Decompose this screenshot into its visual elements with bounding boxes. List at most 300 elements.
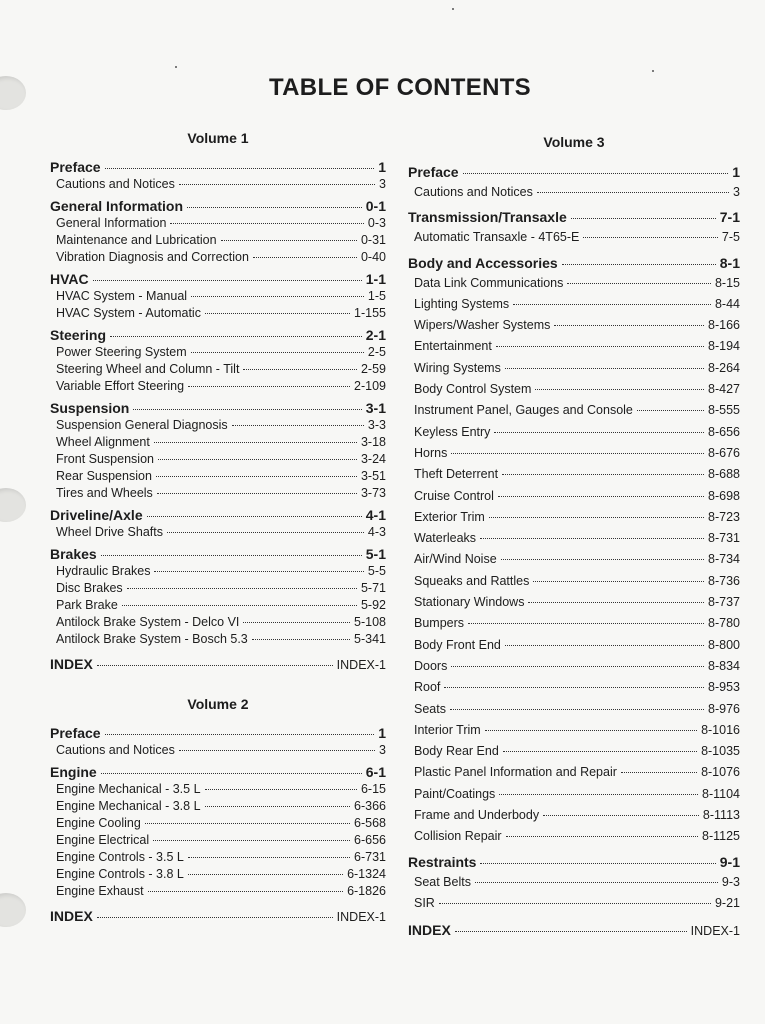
entry-page: 3-3 [367, 418, 386, 432]
entry-page: 8-734 [708, 552, 740, 567]
dot-leader [535, 389, 704, 390]
toc-entry[interactable] [408, 182, 740, 203]
section-heading[interactable] [50, 399, 386, 417]
dot-leader [167, 532, 364, 533]
entry-label: Cautions and Notices [414, 185, 533, 199]
toc-section [50, 270, 386, 322]
entry-label: Engine Cooling [56, 816, 141, 830]
toc-entry[interactable] [408, 528, 740, 549]
volume-gap [50, 674, 386, 696]
entry-page: 8-736 [708, 573, 740, 588]
entry-page: 6-15 [360, 782, 386, 796]
section-heading[interactable] [408, 207, 740, 227]
dot-leader [562, 264, 716, 265]
section-heading[interactable] [50, 724, 386, 742]
section-page: 0-1 [365, 198, 386, 214]
dot-leader [205, 313, 350, 314]
section-list [50, 158, 386, 648]
dot-leader [188, 874, 343, 875]
entry-list [50, 344, 386, 395]
toc-entry[interactable] [50, 434, 386, 451]
toc-entry[interactable] [50, 866, 386, 883]
dot-leader [122, 605, 357, 606]
section-page: 6-1 [365, 764, 386, 780]
section-page: 8-1 [719, 254, 740, 271]
entry-label: Wipers/Washer Systems [414, 318, 551, 333]
dot-leader [451, 453, 704, 454]
toc-entry[interactable] [50, 597, 386, 614]
toc-section [50, 724, 386, 759]
dot-leader [205, 789, 357, 790]
dot-leader [97, 917, 333, 918]
section-title: Brakes [50, 546, 97, 562]
toc-entry[interactable] [50, 215, 386, 232]
entry-page: 6-656 [354, 833, 386, 847]
toc-entry[interactable] [408, 656, 740, 677]
dot-leader [537, 192, 729, 193]
dot-leader [97, 665, 333, 666]
toc-section [408, 162, 740, 203]
dot-leader [147, 516, 362, 517]
entry-page: 4-3 [367, 525, 386, 539]
dot-leader [554, 325, 704, 326]
index-line[interactable] [50, 656, 386, 674]
section-heading[interactable] [50, 506, 386, 524]
entry-label: Antilock Brake System - Bosch 5.3 [56, 632, 248, 646]
entry-page: 3 [733, 185, 740, 199]
dot-leader [93, 280, 362, 281]
entry-label: Exterior Trim [414, 509, 485, 524]
toc-entry[interactable] [50, 361, 386, 378]
entry-page: 8-555 [708, 403, 740, 418]
entry-page: 1-5 [367, 289, 386, 303]
entry-page: 8-834 [708, 658, 740, 673]
entry-list [408, 227, 740, 248]
toc-entry[interactable] [50, 631, 386, 648]
toc-entry[interactable] [408, 315, 740, 336]
section-heading[interactable] [50, 326, 386, 344]
entry-page: 3 [379, 177, 386, 191]
toc-entry[interactable] [50, 468, 386, 485]
entry-label: Cruise Control [414, 488, 494, 503]
entry-label: Interior Trim [414, 722, 481, 737]
entry-label: Waterleaks [414, 531, 477, 546]
entry-label: Air/Wind Noise [414, 552, 497, 567]
entry-page: 8-1104 [702, 786, 740, 801]
toc-entry[interactable] [50, 883, 386, 900]
dot-leader [489, 517, 704, 518]
toc-entry[interactable] [50, 781, 386, 798]
entry-page: 8-723 [708, 509, 740, 524]
entry-label: Wheel Drive Shafts [56, 525, 163, 539]
entry-label: Suspension General Diagnosis [56, 418, 228, 432]
toc-entry[interactable] [408, 336, 740, 357]
toc-entry[interactable] [50, 849, 386, 866]
entry-page: 6-731 [354, 850, 386, 864]
entry-label: Plastic Panel Information and Repair [414, 765, 617, 780]
entry-label: Engine Mechanical - 3.5 L [56, 782, 201, 796]
toc-entry[interactable] [50, 232, 386, 249]
dot-leader [499, 794, 698, 795]
dot-leader [468, 623, 704, 624]
dot-leader [502, 474, 704, 475]
toc-entry[interactable] [408, 507, 740, 528]
section-heading[interactable] [50, 158, 386, 176]
entry-page: 8-1113 [702, 808, 740, 823]
toc-entry[interactable] [408, 486, 740, 507]
entry-label: HVAC System - Manual [56, 289, 188, 303]
dot-leader [157, 493, 357, 494]
toc-entry[interactable] [50, 344, 386, 361]
section-page: 7-1 [719, 209, 740, 226]
dot-leader [145, 823, 350, 824]
toc-entry[interactable] [50, 417, 386, 434]
right-column [408, 134, 740, 940]
dot-leader [148, 891, 344, 892]
dot-leader [105, 734, 375, 735]
entry-label: Disc Brakes [56, 581, 123, 595]
toc-entry[interactable] [408, 592, 740, 613]
toc-entry[interactable] [50, 485, 386, 502]
dot-leader [243, 369, 357, 370]
toc-section [50, 197, 386, 266]
toc-entry[interactable] [408, 422, 740, 443]
entry-label: Keyless Entry [414, 424, 491, 439]
entry-label: Front Suspension [56, 452, 154, 466]
entry-page: 8-194 [708, 339, 740, 354]
index-page: INDEX-1 [690, 924, 740, 939]
toc-section [50, 545, 386, 648]
toc-entry[interactable] [408, 762, 740, 783]
entry-page: 2-109 [354, 379, 386, 393]
index-line[interactable] [408, 922, 740, 940]
dot-leader [191, 352, 364, 353]
dot-leader [480, 538, 704, 539]
entry-label: Engine Electrical [56, 833, 150, 847]
dot-leader [450, 709, 704, 710]
toc-entry[interactable] [408, 294, 740, 315]
index-label: INDEX [50, 656, 93, 672]
entry-label: Data Link Communications [414, 275, 564, 290]
section-heading[interactable] [408, 852, 740, 872]
entry-label: Body Rear End [414, 744, 499, 759]
entry-label: Hydraulic Brakes [56, 564, 151, 578]
entry-label: Cautions and Notices [56, 743, 175, 757]
dot-leader [451, 666, 704, 667]
toc-section [50, 158, 386, 193]
toc-entry[interactable] [50, 742, 386, 759]
entry-page: 1-155 [354, 306, 386, 320]
entry-page: 6-1324 [347, 867, 386, 881]
entry-label: Horns [414, 445, 448, 460]
entry-page: 9-3 [721, 874, 740, 889]
volume-heading: Volume 2 [187, 696, 249, 712]
entry-page: 8-44 [714, 296, 740, 311]
section-title: Body and Accessories [408, 254, 558, 271]
toc-entry[interactable] [50, 798, 386, 815]
dot-leader [205, 806, 350, 807]
entry-list [50, 417, 386, 502]
toc-entry[interactable] [408, 720, 740, 741]
index-page: INDEX-1 [336, 910, 386, 924]
entry-label: Engine Exhaust [56, 884, 144, 898]
dot-leader [455, 931, 687, 932]
toc-entry[interactable] [408, 784, 740, 805]
toc-section [408, 852, 740, 915]
entry-page: 8-166 [708, 318, 740, 333]
entry-label: Roof [414, 680, 441, 695]
entry-label: Entertainment [414, 339, 492, 354]
entry-list [50, 215, 386, 266]
volume-block [50, 696, 386, 926]
dot-leader [533, 581, 704, 582]
entry-list [408, 182, 740, 203]
toc-entry[interactable] [408, 677, 740, 698]
dot-leader [179, 184, 375, 185]
toc-entry[interactable] [408, 227, 740, 248]
entry-label: Engine Controls - 3.8 L [56, 867, 184, 881]
entry-page: 3-18 [360, 435, 386, 449]
section-list [50, 724, 386, 900]
toc-entry[interactable] [50, 305, 386, 322]
dot-leader [475, 882, 718, 883]
dot-leader [133, 409, 361, 410]
scan-speck [175, 66, 177, 68]
entry-label: Engine Controls - 3.5 L [56, 850, 184, 864]
toc-entry[interactable] [408, 805, 740, 826]
entry-label: Instrument Panel, Gauges and Console [414, 403, 633, 418]
entry-label: Automatic Transaxle - 4T65-E [414, 230, 580, 245]
section-heading[interactable] [408, 253, 740, 273]
entry-page: 8-15 [714, 275, 740, 290]
toc-entry[interactable] [408, 400, 740, 421]
dot-leader [187, 207, 362, 208]
entry-label: Doors [414, 658, 448, 673]
toc-entry[interactable] [408, 358, 740, 379]
entry-list [408, 872, 740, 915]
section-title: Preface [408, 164, 459, 180]
toc-entry[interactable] [408, 699, 740, 720]
entry-label: Engine Mechanical - 3.8 L [56, 799, 201, 813]
toc-entry[interactable] [408, 635, 740, 656]
dot-leader [105, 168, 375, 169]
entry-page: 9-21 [714, 895, 740, 910]
left-column [50, 130, 386, 926]
dot-leader [543, 815, 699, 816]
entry-list [50, 563, 386, 648]
dot-leader [501, 559, 704, 560]
dot-leader [243, 622, 350, 623]
section-title: Transmission/Transaxle [408, 209, 567, 226]
page-title: TABLE OF CONTENTS [269, 74, 531, 101]
dot-leader [158, 459, 357, 460]
entry-list [50, 781, 386, 900]
dot-leader [188, 386, 350, 387]
section-heading[interactable] [50, 197, 386, 215]
entry-page: 8-780 [708, 616, 740, 631]
section-heading[interactable] [50, 763, 386, 781]
toc-entry[interactable] [50, 580, 386, 597]
toc-entry[interactable] [408, 464, 740, 485]
entry-label: Maintenance and Lubrication [56, 233, 217, 247]
dot-leader [101, 773, 362, 774]
toc-section [50, 506, 386, 541]
dot-leader [506, 836, 698, 837]
entry-page: 8-1016 [701, 722, 740, 737]
toc-entry[interactable] [408, 549, 740, 570]
dot-leader [498, 496, 704, 497]
entry-page: 3-51 [360, 469, 386, 483]
section-page: 1 [378, 725, 386, 741]
entry-label: Rear Suspension [56, 469, 152, 483]
dot-leader [480, 863, 715, 864]
dot-leader [637, 410, 704, 411]
entry-page: 5-92 [360, 598, 386, 612]
toc-entry[interactable] [50, 815, 386, 832]
entry-page: 0-40 [360, 250, 386, 264]
entry-page: 6-568 [354, 816, 386, 830]
entry-label: Steering Wheel and Column - Tilt [56, 362, 240, 376]
entry-label: Theft Deterrent [414, 467, 499, 482]
entry-label: Wheel Alignment [56, 435, 150, 449]
dot-leader [621, 772, 697, 773]
entry-label: Seat Belts [414, 874, 471, 889]
toc-entry[interactable] [50, 524, 386, 541]
entry-label: Tires and Wheels [56, 486, 153, 500]
entry-page: 2-5 [367, 345, 386, 359]
toc-entry[interactable] [408, 379, 740, 400]
entry-page: 7-5 [721, 230, 740, 245]
entry-page: 5-341 [354, 632, 386, 646]
entry-page: 8-731 [708, 531, 740, 546]
scan-speck [652, 70, 654, 72]
toc-entry[interactable] [408, 571, 740, 592]
entry-page: 3-73 [360, 486, 386, 500]
entry-label: Park Brake [56, 598, 118, 612]
binder-hole-middle [0, 488, 26, 522]
volume-heading: Volume 3 [543, 134, 605, 150]
dot-leader [496, 346, 704, 347]
entry-label: SIR [414, 895, 435, 910]
entry-list [408, 273, 740, 848]
dot-leader [583, 237, 718, 238]
toc-section [408, 253, 740, 848]
toc-section [50, 399, 386, 502]
dot-leader [221, 240, 357, 241]
toc-section [408, 207, 740, 248]
entry-page: 3-24 [360, 452, 386, 466]
entry-page: 0-3 [367, 216, 386, 230]
entry-page: 5-71 [360, 581, 386, 595]
entry-list [50, 742, 386, 759]
entry-label: Antilock Brake System - Delco VI [56, 615, 240, 629]
entry-page: 8-800 [708, 637, 740, 652]
toc-entry[interactable] [408, 893, 740, 914]
toc-entry[interactable] [50, 249, 386, 266]
section-page: 1-1 [365, 271, 386, 287]
dot-leader [253, 257, 357, 258]
dot-leader [505, 368, 704, 369]
index-line[interactable] [50, 908, 386, 926]
dot-leader [101, 555, 362, 556]
section-heading[interactable] [50, 545, 386, 563]
entry-list [50, 524, 386, 541]
toc-entry[interactable] [50, 451, 386, 468]
toc-entry[interactable] [408, 872, 740, 893]
toc-entry[interactable] [408, 273, 740, 294]
toc-entry[interactable] [408, 443, 740, 464]
section-title: Restraints [408, 853, 477, 870]
dot-leader [156, 476, 357, 477]
entry-page: 8-698 [708, 488, 740, 503]
section-title: Preface [50, 725, 101, 741]
dot-leader [188, 857, 350, 858]
section-page: 5-1 [365, 546, 386, 562]
entry-label: Squeaks and Rattles [414, 573, 530, 588]
section-title: Steering [50, 327, 107, 343]
section-title: Suspension [50, 400, 130, 416]
entry-label: Body Front End [414, 637, 501, 652]
toc-entry[interactable] [408, 613, 740, 634]
toc-entry[interactable] [50, 176, 386, 193]
entry-label: Stationary Windows [414, 595, 525, 610]
entry-page: 8-676 [708, 445, 740, 460]
volume-block [50, 130, 386, 674]
entry-label: Bumpers [414, 616, 465, 631]
dot-leader [127, 588, 357, 589]
toc-entry[interactable] [50, 614, 386, 631]
section-page: 3-1 [365, 400, 386, 416]
index-label: INDEX [408, 922, 451, 939]
entry-label: Power Steering System [56, 345, 187, 359]
section-heading[interactable] [408, 162, 740, 182]
entry-page: 8-1076 [701, 765, 740, 780]
entry-label: Wiring Systems [414, 360, 501, 375]
toc-entry[interactable] [408, 826, 740, 847]
entry-page: 2-59 [360, 362, 386, 376]
section-page: 4-1 [365, 507, 386, 523]
section-title: General Information [50, 198, 184, 214]
dot-leader [252, 639, 350, 640]
toc-entry[interactable] [50, 288, 386, 305]
section-title: Engine [50, 764, 97, 780]
toc-entry[interactable] [408, 741, 740, 762]
section-heading[interactable] [50, 270, 386, 288]
entry-label: Paint/Coatings [414, 786, 496, 801]
entry-label: Vibration Diagnosis and Correction [56, 250, 249, 264]
toc-entry[interactable] [50, 378, 386, 395]
toc-entry[interactable] [50, 563, 386, 580]
volume-block [408, 134, 740, 940]
entry-page: 8-953 [708, 680, 740, 695]
section-title: Preface [50, 159, 101, 175]
entry-label: Seats [414, 701, 446, 716]
section-title: HVAC [50, 271, 89, 287]
entry-label: Cautions and Notices [56, 177, 175, 191]
dot-leader [170, 223, 363, 224]
entry-label: Body Control System [414, 382, 532, 397]
dot-leader [154, 442, 357, 443]
toc-entry[interactable] [50, 832, 386, 849]
dot-leader [153, 840, 350, 841]
entry-page: 5-5 [367, 564, 386, 578]
dot-leader [494, 432, 704, 433]
dot-leader [505, 645, 704, 646]
entry-page: 8-1035 [701, 744, 740, 759]
entry-page: 8-656 [708, 424, 740, 439]
entry-page: 8-976 [708, 701, 740, 716]
entry-page: 8-264 [708, 360, 740, 375]
